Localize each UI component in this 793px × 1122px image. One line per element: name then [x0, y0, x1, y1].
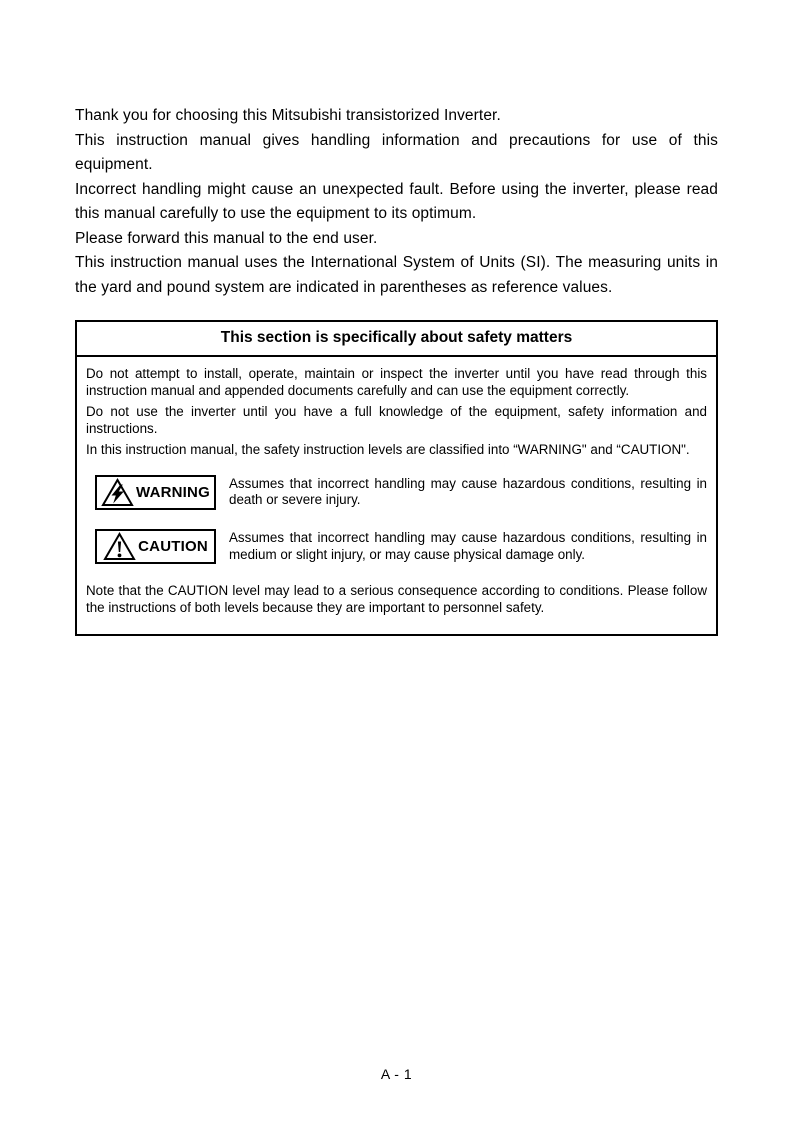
page-number: A - 1	[380, 1066, 413, 1082]
caution-label-box	[95, 529, 216, 564]
caution-label: CAUTION	[138, 538, 208, 556]
intro-paragraph-5: This instruction manual uses the International System of Units (SI). The measuring units in the yard and pound system are indicated in parentheses as reference values.	[75, 254, 718, 296]
lightning-triangle-icon	[101, 478, 134, 507]
safety-section-box	[75, 320, 718, 636]
safety-section-body	[77, 357, 716, 634]
intro-paragraph-4: Please forward this manual to the end user.	[75, 229, 378, 247]
caution-description: Assumes that incorrect handling may cause hazardous conditions, resulting in medium or slight injury, or may cause physical damage only.	[229, 530, 707, 563]
intro-paragraph-2: This instruction manual gives handling information and precautions for use of this equipment.	[75, 131, 718, 173]
exclamation-triangle-icon	[103, 532, 136, 561]
safety-note: Note that the CAUTION level may lead to a serious consequence according to conditions. Please follow the instructions of both levels because they are important to personnel safety.	[86, 583, 707, 616]
safety-paragraph-1: Do not attempt to install, operate, maintain or inspect the inverter until you have read through this instruction manual and appended documents carefully and can use the equipment correctly.	[86, 366, 707, 398]
warning-label-box	[95, 475, 216, 510]
intro-section	[75, 104, 718, 300]
caution-level-row	[86, 529, 707, 568]
safety-paragraph-2: Do not use the inverter until you have a full knowledge of the equipment, safety information and instructions.	[86, 403, 707, 436]
safety-paragraph-3: In this instruction manual, the safety instruction levels are classified into “WARNING" and “CAUTION".	[86, 441, 690, 457]
warning-description: Assumes that incorrect handling may cause hazardous conditions, resulting in death or severe injury.	[229, 475, 707, 508]
warning-label: WARNING	[136, 483, 210, 501]
intro-paragraph-3: Incorrect handling might cause an unexpected fault. Before using the inverter, please read this manual carefully to use the equipment to its optimum.	[75, 180, 718, 222]
warning-level-row	[86, 475, 707, 514]
safety-section-title: This section is specifically about safety matters	[77, 322, 716, 357]
intro-paragraph-1: Thank you for choosing this Mitsubishi transistorized Inverter.	[75, 107, 501, 124]
